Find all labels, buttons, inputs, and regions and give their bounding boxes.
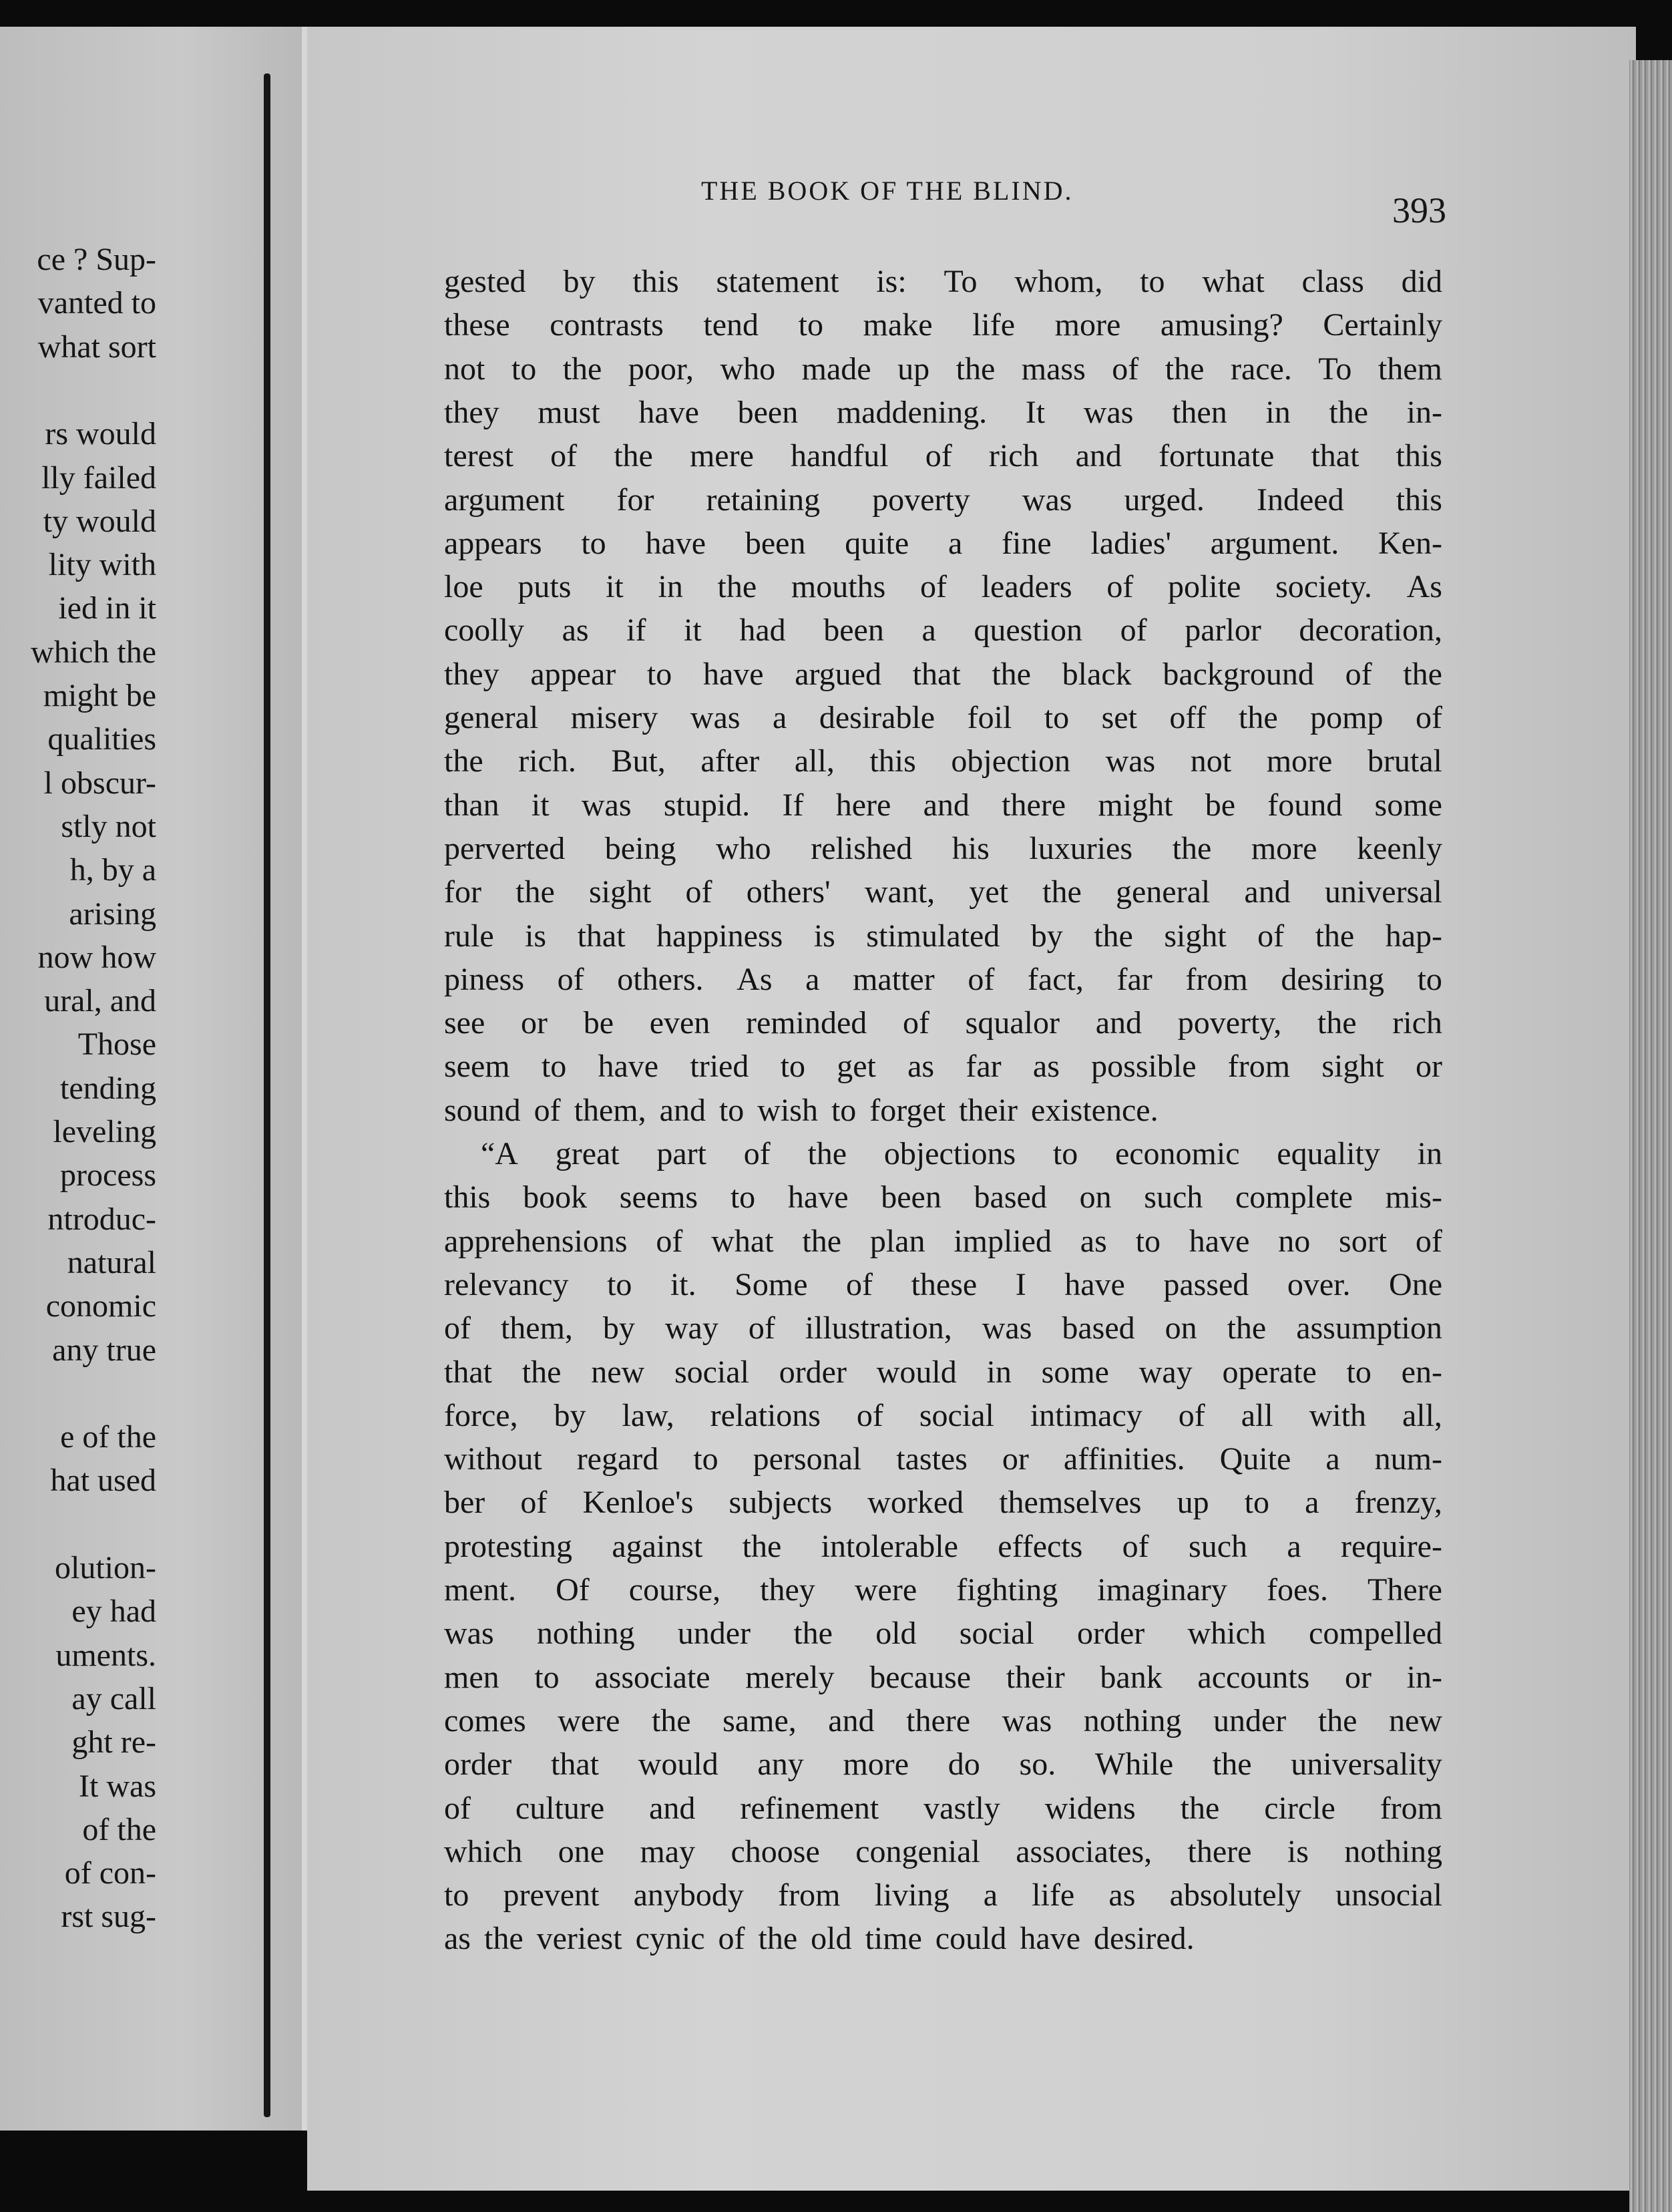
- left-page-line: of the: [82, 1811, 156, 1847]
- left-page-line: lity with: [48, 547, 156, 583]
- left-page-line: which the: [31, 634, 156, 670]
- left-page-line: ey had: [71, 1594, 156, 1630]
- body-line: of them, by way of illustration, was based on the assumption: [444, 1310, 1442, 1346]
- running-head: THE BOOK OF THE BLIND.: [701, 176, 1074, 206]
- left-page-line: ty would: [43, 503, 156, 539]
- left-page-line: leveling: [53, 1114, 156, 1149]
- page-number: 393: [1392, 190, 1446, 230]
- left-page-line: rst sug-: [61, 1899, 156, 1935]
- body-line: order that would any more do so. While the universality: [444, 1746, 1442, 1783]
- left-page-line: hat used: [50, 1463, 156, 1499]
- body-line: they must have been maddening. It was then in the in-: [444, 394, 1442, 430]
- body-line: relevancy to it. Some of these I have passed over. One: [444, 1266, 1442, 1302]
- left-page-line: ght re-: [71, 1724, 156, 1761]
- left-page-line: tending: [60, 1070, 156, 1106]
- left-page-line: now how: [37, 939, 156, 975]
- left-page-line: any true: [52, 1332, 156, 1368]
- left-page-line: might be: [43, 678, 156, 713]
- left-page-line: e of the: [60, 1419, 156, 1455]
- body-line: rule is that happiness is stimulated by the sight of the hap-: [444, 918, 1442, 954]
- left-page-line: h, by a: [69, 852, 156, 888]
- left-page-line: qualities: [47, 721, 156, 757]
- body-line: argument for retaining poverty was urged. Indeed this: [444, 482, 1442, 518]
- body-line: the rich. But, after all, this objection was not more brutal: [444, 743, 1442, 779]
- body-line: general misery was a desirable foil to set off the pomp of: [444, 700, 1442, 735]
- body-line: as the veriest cynic of the old time could have desired.: [444, 1921, 1195, 1957]
- left-page-line: natural: [67, 1244, 156, 1280]
- body-line: loe puts it in the mouths of leaders of polite society. As: [444, 569, 1442, 605]
- body-line: perverted being who relished his luxuries the more keenly: [444, 830, 1442, 866]
- binding-shadow: [264, 73, 270, 2117]
- body-line: they appear to have argued that the black background of the: [444, 656, 1442, 692]
- body-line: appears to have been quite a fine ladies' argument. Ken-: [444, 525, 1442, 561]
- left-page-line: Those: [77, 1027, 156, 1063]
- body-line: than it was stupid. If here and there might be found some: [444, 787, 1442, 823]
- body-line: force, by law, relations of social intimacy of all with all,: [444, 1397, 1442, 1433]
- body-line: see or be even reminded of squalor and poverty, the rich: [444, 1005, 1442, 1041]
- left-page-line: ce ? Sup-: [37, 242, 156, 277]
- body-line: without regard to personal tastes or affinities. Quite a num-: [444, 1441, 1442, 1477]
- left-page-line: of con-: [64, 1855, 156, 1891]
- body-line: to prevent anybody from living a life as absolutely unsocial: [444, 1877, 1442, 1913]
- body-line: “A great part of the objections to economic equality in: [481, 1136, 1442, 1171]
- body-line: protesting against the intolerable effects of such a require-: [444, 1528, 1442, 1564]
- body-line: for the sight of others' want, yet the general and universal: [444, 874, 1442, 910]
- page-edges: [1629, 60, 1672, 2212]
- body-line: terest of the mere handful of rich and fortunate that this: [444, 438, 1442, 474]
- left-page-line: lly failed: [41, 459, 156, 496]
- body-line: these contrasts tend to make life more amusing? Certainly: [444, 307, 1442, 343]
- body-line: ber of Kenloe's subjects worked themselves up to a frenzy,: [444, 1485, 1442, 1521]
- body-line: this book seems to have been based on such complete mis-: [444, 1179, 1442, 1216]
- body-line: of culture and refinement vastly widens the circle from: [444, 1790, 1442, 1826]
- left-page-line: It was: [79, 1768, 156, 1804]
- body-line: that the new social order would in some way operate to en-: [444, 1354, 1442, 1390]
- left-page-line: rs would: [45, 416, 156, 452]
- left-page-line: arising: [69, 896, 156, 932]
- left-page-line: vanted to: [37, 285, 156, 321]
- left-page-line: l obscur-: [43, 765, 156, 801]
- left-page-line: olution-: [55, 1550, 156, 1586]
- facing-left-page: [0, 27, 302, 2131]
- body-line: ment. Of course, they were fighting imaginary foes. There: [444, 1572, 1442, 1608]
- left-page-line: ay call: [71, 1680, 156, 1716]
- left-page-line: stly not: [61, 808, 156, 844]
- body-line: which one may choose congenial associates, there is nothing: [444, 1833, 1442, 1869]
- left-page-line: ied in it: [58, 590, 156, 626]
- left-page-line: conomic: [45, 1288, 156, 1324]
- body-line: apprehensions of what the plan implied as to have no sort of: [444, 1223, 1442, 1259]
- body-line: coolly as if it had been a question of parlor decoration,: [444, 612, 1442, 649]
- body-line: seem to have tried to get as far as possible from sight or: [444, 1049, 1442, 1085]
- body-line: piness of others. As a matter of fact, far from desiring to: [444, 961, 1442, 997]
- body-line: gested by this statement is: To whom, to what class did: [444, 264, 1442, 299]
- body-line: comes were the same, and there was nothing under the new: [444, 1702, 1442, 1738]
- left-page-line: ntroduc-: [47, 1201, 156, 1237]
- body-line: not to the poor, who made up the mass of the race. To them: [444, 351, 1442, 387]
- left-page-line: ural, and: [44, 983, 156, 1019]
- body-line: was nothing under the old social order which compelled: [444, 1616, 1442, 1652]
- body-line: men to associate merely because their bank accounts or in-: [444, 1659, 1442, 1695]
- body-line: sound of them, and to wish to forget their existence.: [444, 1092, 1159, 1128]
- left-page-line: uments.: [55, 1637, 156, 1673]
- left-page-line: process: [60, 1157, 156, 1193]
- left-page-line: what sort: [37, 329, 156, 365]
